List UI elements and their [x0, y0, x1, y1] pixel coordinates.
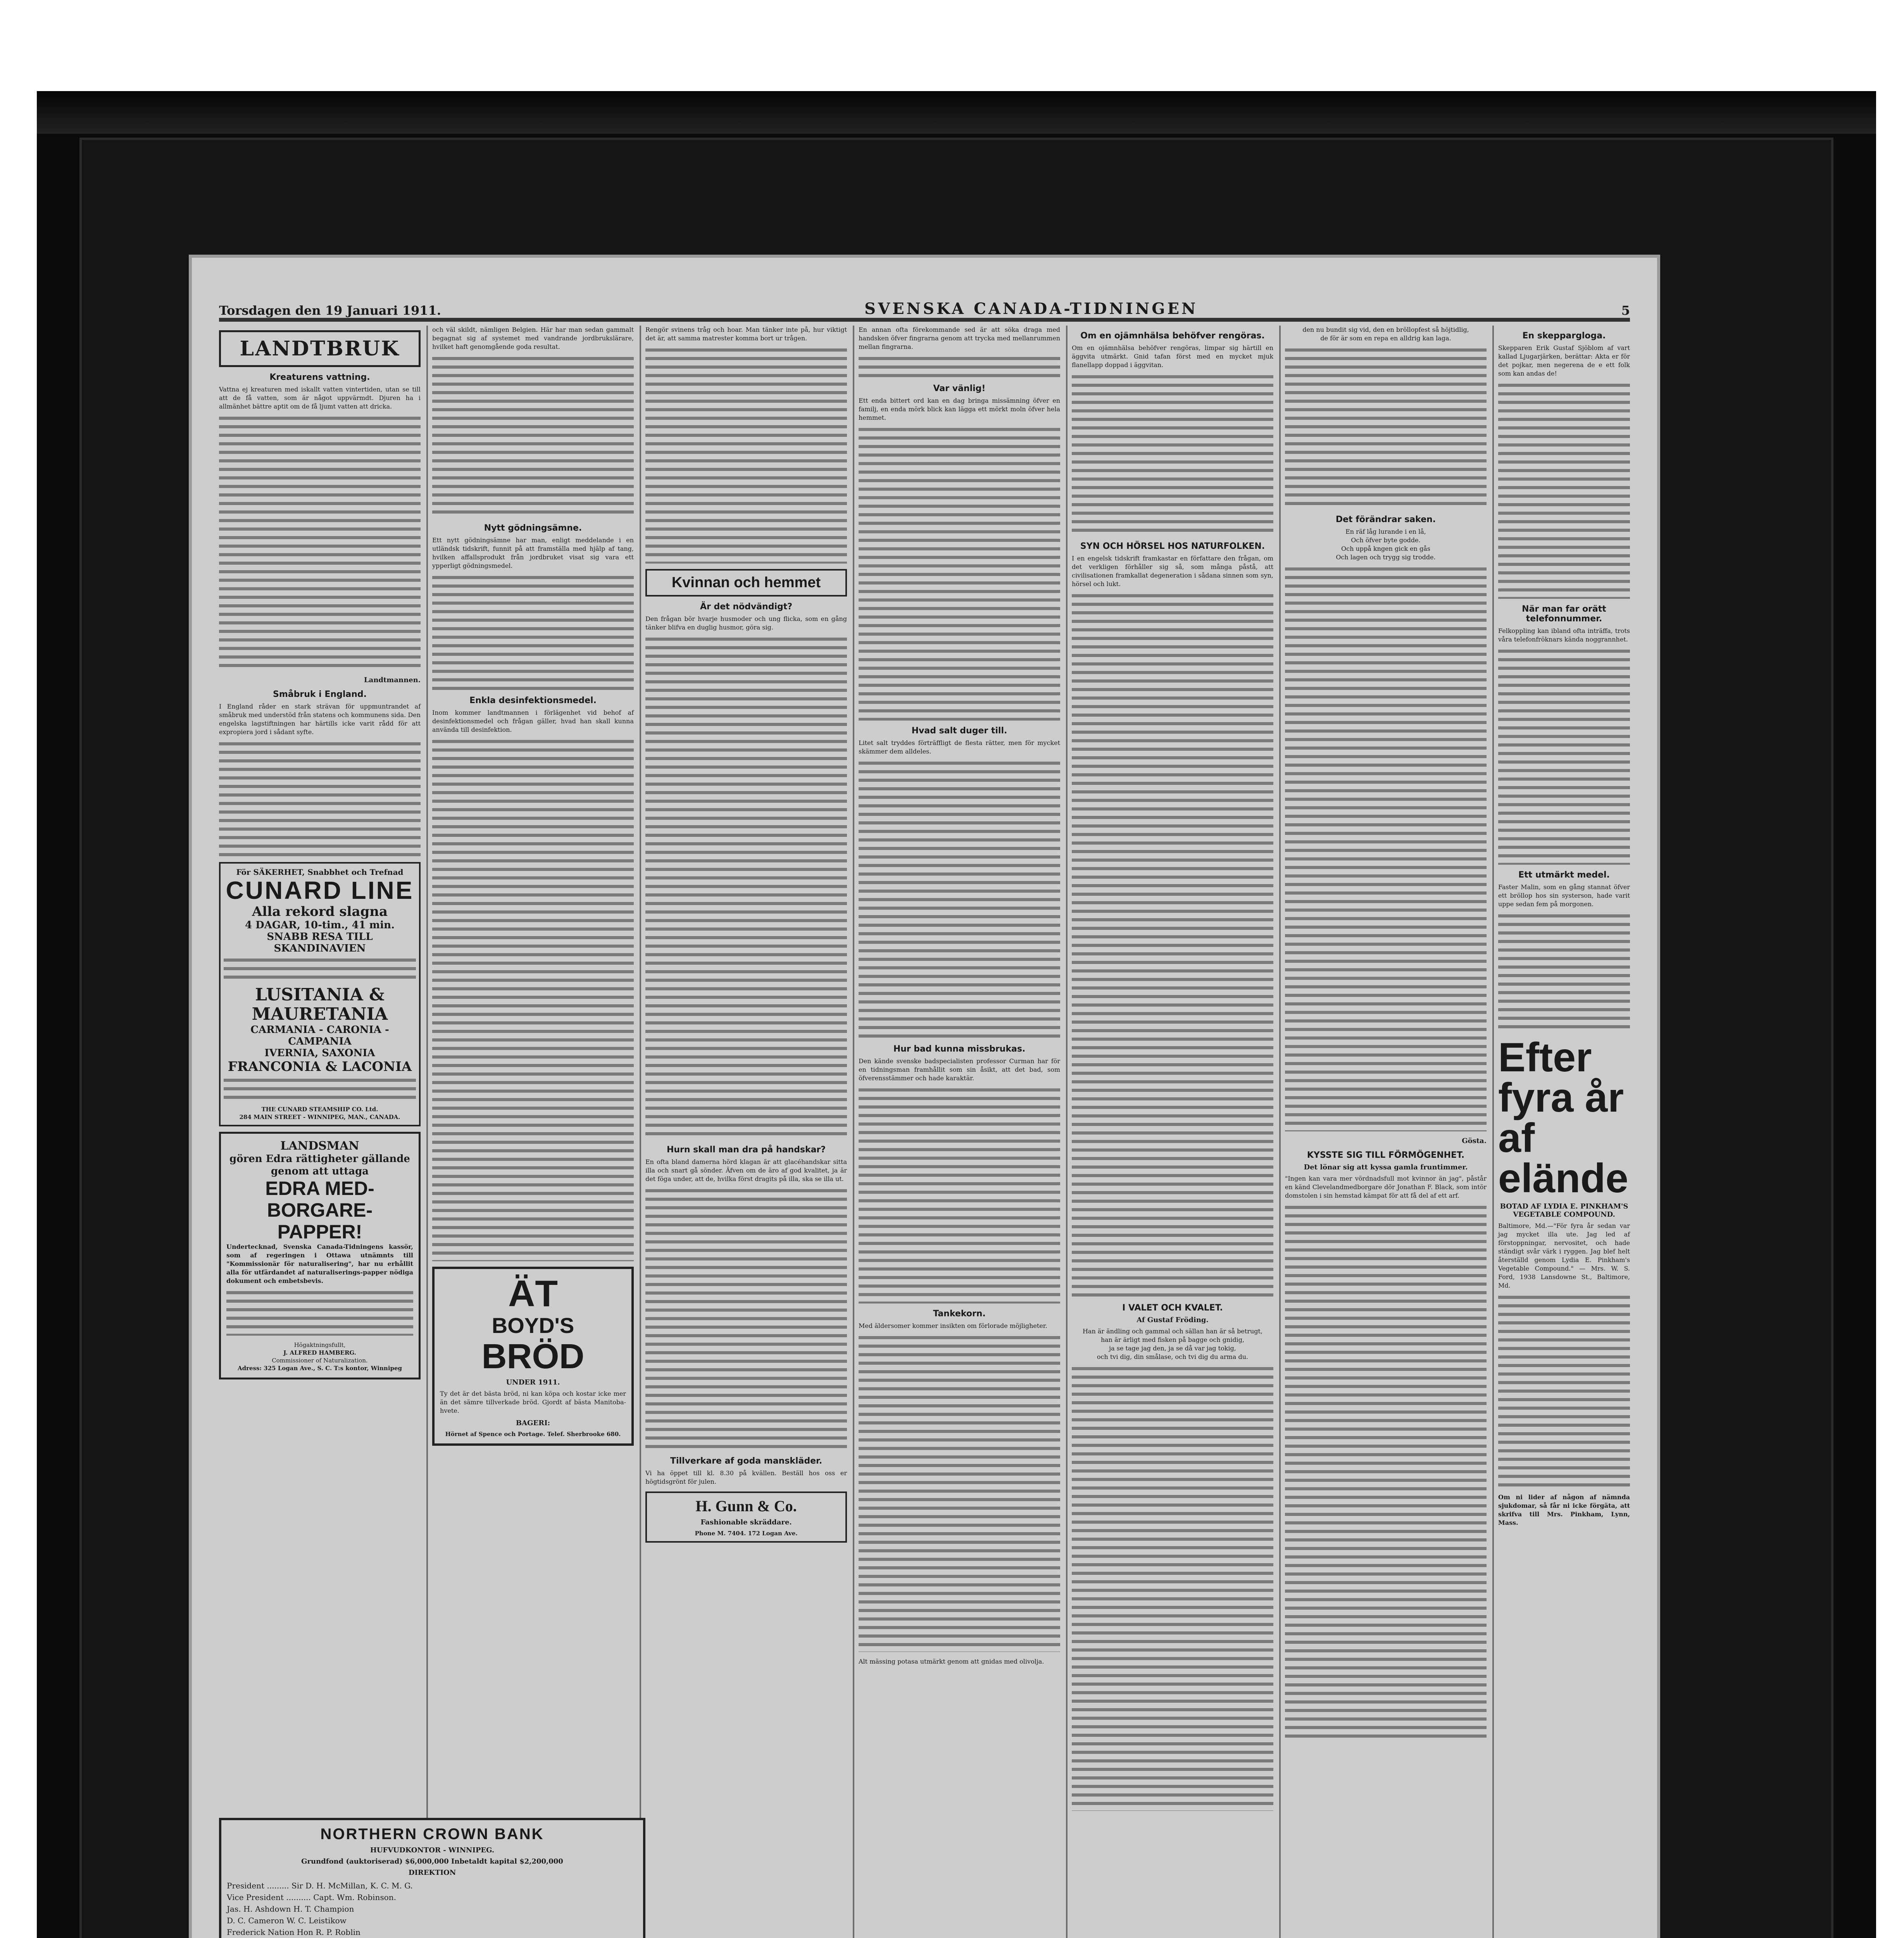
- article-text: Om en ojämnhälsa behöfver rengöras, limpar sig härtill en äggvita utmärkt. Gnid tafan först med en mycket mjuk flanellapp doppad i äggvitan.: [1072, 344, 1276, 369]
- poem-signature: Gösta.: [1462, 1137, 1487, 1145]
- ad-ship-names: CARMANIA - CARONIA - CAMPANIA: [250, 1024, 389, 1047]
- article-heading: Är det nödvändigt?: [700, 602, 793, 612]
- section-heading-kvinnan: Kvinnan och hemmet: [645, 569, 847, 597]
- text-block: [226, 1289, 413, 1336]
- text-block: [859, 1334, 1060, 1652]
- naturalization-advertisement: [219, 1132, 421, 1379]
- poem-heading: Det förändrar saken.: [1335, 515, 1436, 524]
- article-text: "Ingen kan vara mer vördnadsfull mot kvinnor än jag", påstår en känd Clevelandmedborgare dör Jonathan F. Black, som intör domstolen i sin hemstad kämpat för att få del af ett arf.: [1285, 1175, 1489, 1199]
- film-strip-edge: [37, 91, 1876, 134]
- ad-line: Fashionable skräddare.: [700, 1518, 792, 1526]
- article-text: Med äldersomer kommer insikten om förlorade möjligheter.: [859, 1322, 1047, 1329]
- column-rule: [1279, 326, 1281, 1938]
- column-rule: [1492, 326, 1494, 1938]
- ad-line: 4 DAGAR, 10-tim., 41 min.: [245, 919, 395, 931]
- article-heading: SYN OCH HÖRSEL HOS NATURFOLKEN.: [1080, 541, 1265, 551]
- bank-director-line: President ......... Sir D. H. McMillan, K. C. M. G.: [227, 1881, 413, 1890]
- article-text: Skepparen Erik Gustaf Sjöblom af vart kallad Ljugarjärken, berättar: Akta er för det pojkar, men negerena de e ett folk som kan andas de!: [1498, 344, 1632, 377]
- ad-signer: J. ALFRED HAMBERG.: [283, 1349, 356, 1356]
- article-heading: KYSSTE SIG TILL FÖRMÖGENHET.: [1307, 1150, 1465, 1160]
- ad-brand: BRÖD: [481, 1337, 585, 1376]
- text-block: [1498, 912, 1630, 1029]
- ad-line: Alla rekord slagna: [252, 904, 388, 919]
- text-block: [432, 355, 634, 518]
- poem-heading: I VALET OCH KVALET.: [1122, 1303, 1223, 1313]
- ad-ship-names: IVERNIA, SAXONIA: [264, 1047, 375, 1059]
- article-text: Vattna ej kreaturen med iskallt vatten vintertiden, utan se till att de få vatten, som är något uppvärmdt. Djuren ha i allmänhet bättre aptit om de få ljumt vatten att dricka.: [219, 386, 423, 410]
- ad-body: Ty det är det bästa bröd, ni kan köpa och kostar icke mer än det sämre tillverkade bröd. Gjordt af bästa Manitoba-hvete.: [440, 1390, 628, 1414]
- column-rule: [853, 326, 854, 1938]
- text-block: [1285, 566, 1487, 1131]
- northern-crown-bank-advertisement: [219, 1818, 645, 1938]
- bank-head-office: HUFVUDKONTOR - WINNIPEG.: [370, 1846, 495, 1854]
- text-block: [1498, 1294, 1630, 1488]
- section-heading-landtbruk: LANDTBRUK: [219, 330, 421, 367]
- column-2: [432, 326, 634, 1938]
- article-text: Den frågan bör hvarje husmoder och ung flicka, som en gång tänker blifva en duglig husmor, göra sig.: [645, 615, 849, 631]
- ad-signer-role: Commissioner of Naturalization.: [272, 1357, 368, 1364]
- text-block: [432, 738, 634, 1261]
- article-heading: Tankekorn.: [933, 1309, 986, 1319]
- article-text: Vi ha öppet till kl. 8.30 på kvällen. Beställ hos oss er högtidsgrönt för julen.: [645, 1469, 849, 1485]
- ad-address: Adress: 325 Logan Ave., S. C. T:s kontor, Winnipeg: [237, 1365, 402, 1372]
- text-block: [224, 1077, 416, 1100]
- text-block: [1498, 382, 1630, 599]
- column-1: [219, 326, 421, 1938]
- text-block: [859, 1086, 1060, 1303]
- article-heading: Småbruk i England.: [273, 690, 367, 699]
- poem-text: den nu bundit sig vid, den en bröllopfest så höjtidlig, de för är som en repa en alldrig kan laga.: [1302, 326, 1469, 342]
- ad-body: Undertecknad, Svenska Canada-Tidningens kassör, som af regeringen i Ottawa utnämnts till "Kommissionär för naturalisering", har nu erhållit alla för utfärdandet af naturaliserings-papper nödiga dokument och embetsbevis.: [226, 1243, 416, 1285]
- poem-text: En räf låg lurande i en lå, Och öfver byte godde. Och uppå kngen gick en gås Och lagen och trygg sig trodde.: [1336, 528, 1436, 561]
- bank-director-line: Frederick Nation Hon R. P. Roblin: [227, 1928, 360, 1937]
- ad-brand: CUNARD LINE: [226, 876, 414, 904]
- boyds-bread-advertisement: [432, 1267, 634, 1446]
- article-text: En annan ofta förekommande sed är att söka draga med handsken öfver fingrarna genom att trycka med mellanrummen mellan fingrarna.: [859, 326, 1062, 350]
- article-text: I en engelsk tidskrift framkastar en författare den frågan, om det verkligen förhåller sig så, som många påstå, att civilisationen framkallat degeneration i sådana sinnen som syn, hörsel och lukt.: [1072, 555, 1276, 588]
- gunn-tailor-advertisement: [645, 1491, 847, 1543]
- ad-company: THE CUNARD STEAMSHIP CO. Ltd.: [261, 1106, 378, 1113]
- article-text: Ett nytt gödningsämne har man, enligt meddelande i en utländsk tidskrift, funnit på att framställa med hjälp af tang, hvilken affallsprodukt från jordbruket visat sig vara ett ypperligt gödningsmedel.: [432, 536, 636, 569]
- text-block: [859, 355, 1060, 378]
- article-heading: Ett utmärkt medel.: [1518, 870, 1610, 880]
- article-text: Felkoppling kan ibland ofta inträffa, trots våra telefonfröknars kända noggrannhet.: [1498, 627, 1632, 643]
- pinkham-ad-subheading: BOTAD AF LYDIA E. PINKHAM'S VEGETABLE COMPOUND.: [1500, 1202, 1628, 1219]
- article-heading: Var vänlig!: [933, 384, 986, 393]
- poem-text: Han är ändling och gammal och sällan han är så betrugt, han är ärligt med fisken på bagge och gnidig, ja se tage jag den, ja se då var jag tokig, och tvi dig, din smålase, och tvi dig du arma du.: [1082, 1328, 1263, 1360]
- cunard-line-advertisement: [219, 862, 421, 1126]
- text-block: [219, 740, 421, 857]
- column-3: [645, 326, 847, 1938]
- article-text: I England råder en stark strävan för uppmuntrandet af småbruk med understöd från statens och kommunens sida. Den engelska lagstiftningen har härtills icke varit rådd för att expropiera jord i sådant syfte.: [219, 703, 423, 736]
- article-heading: Kreaturens vattning.: [269, 372, 370, 382]
- column-grid: [219, 326, 1630, 1938]
- ad-line: LANDSMAN: [280, 1139, 359, 1153]
- text-block: [224, 957, 416, 980]
- ad-headline: EDRA MED-BORGARE-PAPPER!: [265, 1178, 374, 1243]
- bank-capital: Grundfond (auktoriserad) $6,000,000 Inbetaldt kapital $2,200,000: [301, 1857, 563, 1866]
- bank-director-line: Vice President .......... Capt. Wm. Robinson.: [227, 1893, 396, 1902]
- column-rule: [426, 326, 428, 1938]
- ad-ship-names: FRANCONIA & LACONIA: [228, 1059, 412, 1074]
- text-block: [1072, 1365, 1273, 1811]
- article-heading: Hurn skall man dra på handskar?: [666, 1145, 826, 1155]
- article-heading: När man far orätt telefonnummer.: [1522, 604, 1606, 624]
- text-block: [432, 574, 634, 690]
- article-text: Den kände svenske badspecialisten professor Curman har för en tidningsman framhållit som sin åsikt, att det bad, som öfverensstämmer och hade karaktär.: [859, 1057, 1062, 1082]
- ad-address: Phone M. 7404. 172 Logan Ave.: [695, 1530, 798, 1537]
- column-7: [1498, 326, 1630, 1938]
- text-block: [1072, 373, 1273, 536]
- text-block: [219, 415, 421, 671]
- bank-director-line: D. C. Cameron W. C. Leistikow: [227, 1916, 347, 1925]
- ad-signoff: Högaktningsfullt,: [294, 1341, 346, 1348]
- article-heading: Enkla desinfektionsmedel.: [469, 696, 597, 705]
- article-text: Inom kommer landtmannen i förlägenhet vid behof af desinfektionsmedel och frågan gäller, hvad han skall kunna använda till desinfektion.: [432, 709, 636, 733]
- article-heading: Om en ojämnhälsa behöfver rengöras.: [1080, 331, 1265, 341]
- bank-name: NORTHERN CROWN BANK: [320, 1826, 544, 1843]
- ad-address: 284 MAIN STREET - WINNIPEG, MAN., CANADA.: [239, 1114, 400, 1121]
- ad-line: BAGERI:: [516, 1419, 550, 1427]
- text-block: [859, 760, 1060, 1039]
- bank-directors-heading: DIREKTION: [408, 1869, 456, 1877]
- newspaper-page: [192, 258, 1657, 1938]
- bank-director-line: Jas. H. Ashdown H. T. Champion: [227, 1904, 354, 1914]
- newspaper-title: SVENSKA CANADA-TIDNINGEN: [864, 300, 1198, 318]
- text-block: [1498, 648, 1630, 865]
- text-block: [1285, 347, 1487, 509]
- text-block: [1072, 592, 1273, 1298]
- column-rule: [1066, 326, 1068, 1938]
- article-subheading: Det lönar sig att kyssa gamla fruntimmer.: [1304, 1163, 1468, 1171]
- pinkham-ad-headline: Efter fyra år af elände: [1498, 1035, 1628, 1201]
- article-text: Alt mässing potasa utmärkt genom att gnidas med olivolja.: [859, 1658, 1044, 1665]
- ad-brand: H. Gunn & Co.: [695, 1497, 797, 1515]
- column-4: [859, 326, 1060, 1938]
- pinkham-ad-body: Baltimore, Md.—"För fyra år sedan var jag mycket illa ute. Jag led af förstoppningar, nervositet, och hade ständigt svår värk i ryggen. Jag blef helt återställd genom Lydia E. Pinkham's Vegetable Compound." — Mrs. W. S. Ford, 1938 Lansdowne St., Baltimore, Md.: [1498, 1222, 1632, 1289]
- ad-brand: BOYD'S: [492, 1313, 574, 1338]
- ad-headline: ÄT: [508, 1273, 558, 1314]
- article-text: Rengör svinens tråg och hoar. Man tänker inte på, hur viktigt det är, att samma matrester komma bort ur trågen.: [645, 326, 849, 342]
- ad-ship-names: LUSITANIA & MAURETANIA: [252, 985, 388, 1024]
- column-5: [1072, 326, 1276, 1938]
- article-heading: En skeppargloga.: [1522, 331, 1606, 341]
- article-heading: Nytt gödningsämne.: [484, 523, 582, 533]
- article-text: En ofta bland damerna hörd klagan är att glacéhandskar sitta illa och snart gå sönder. Äfven om de äro af god kvalitet, ja är det föga under, att de, hvilka först dragits på illa, ska se illa ut.: [645, 1158, 849, 1183]
- column-6: [1285, 326, 1487, 1938]
- text-block: [859, 426, 1060, 721]
- page-number: 5: [1621, 303, 1630, 318]
- article-text: Ett enda bittert ord kan en dag bringa missämning öfver en familj, en enda mörk blick kan lägga ett mörkt moln öfver hela hemmet.: [859, 397, 1062, 421]
- pinkham-ad-tail: Om ni lider af någon af nämnda sjukdomar, så får ni icke förgäta, att skrifva till Mrs. Pinkham, Lynn, Mass.: [1498, 1493, 1632, 1526]
- ad-line: SNABB RESA TILL SKANDINAVIEN: [267, 931, 373, 954]
- text-block: [645, 1187, 847, 1451]
- text-block: [645, 636, 847, 1140]
- article-text: och väl skildt, nämligen Belgien. Här har man sedan gammalt begagnat sig af systemet med vandrande jordbrukslärare, hvilket haft genomgående goda resultat.: [432, 326, 636, 350]
- column-rule: [640, 326, 641, 1938]
- article-text: Faster Malin, som en gång stannat öfver ett bröllop hos sin systerson, hade varit uppe sedan fem på morgonen.: [1498, 883, 1632, 908]
- issue-date: Torsdagen den 19 Januari 1911.: [219, 303, 441, 318]
- ad-address: Hörnet af Spence och Portage. Telef. Sherbrooke 680.: [445, 1431, 621, 1438]
- text-block: [1285, 1204, 1487, 1739]
- ad-line: För SÄKERHET, Snabbhet och Trefnad: [236, 867, 404, 877]
- article-signature: Landtmannen.: [364, 676, 421, 684]
- text-block: [645, 347, 847, 564]
- ad-line: UNDER 1911.: [506, 1378, 560, 1386]
- masthead: [219, 295, 1630, 322]
- article-text: Litet salt tryddes förträffligt de flesta rätter, men för mycket skämmer dem alldeles.: [859, 739, 1062, 755]
- article-heading: Hvad salt duger till.: [911, 726, 1007, 736]
- article-heading: Tillverkare af goda manskläder.: [670, 1456, 823, 1466]
- ad-line: gören Edra rättigheter gällande genom att uttaga: [229, 1153, 410, 1177]
- poem-author: Af Gustaf Fröding.: [1137, 1316, 1209, 1324]
- article-heading: Hur bad kunna missbrukas.: [893, 1044, 1026, 1054]
